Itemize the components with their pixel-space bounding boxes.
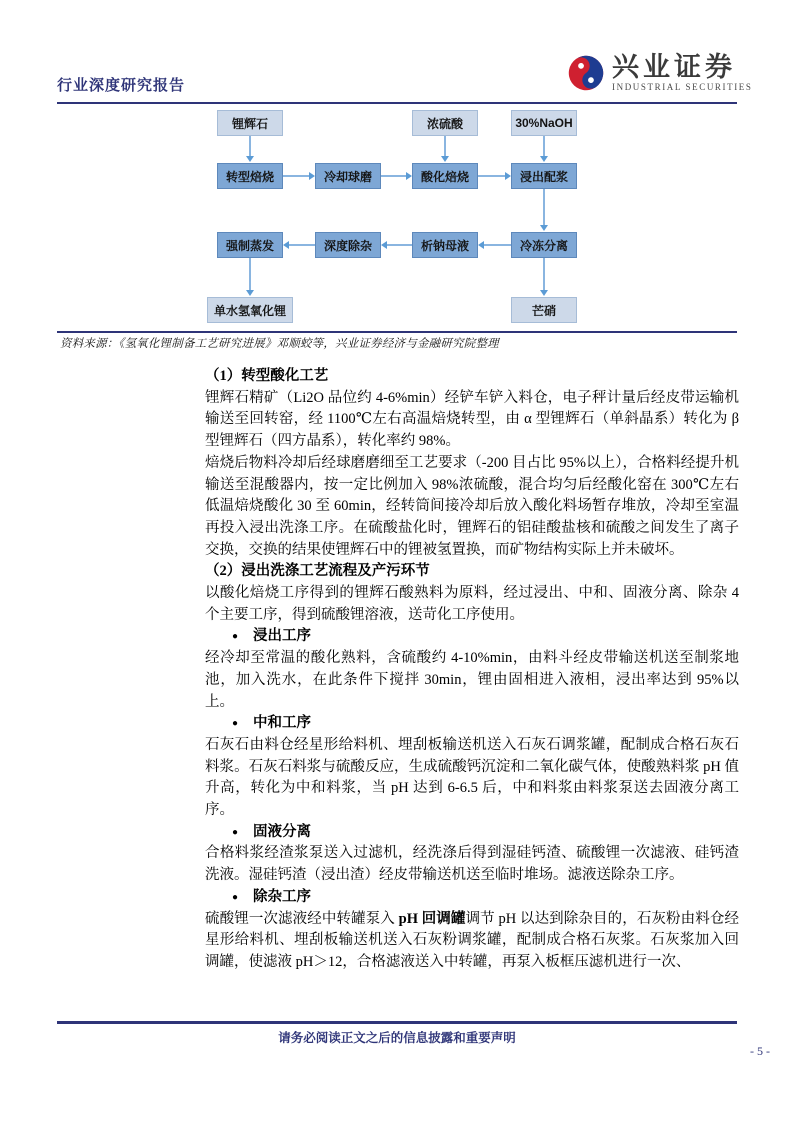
header-rule (57, 102, 737, 104)
report-type-label: 行业深度研究报告 (57, 78, 186, 94)
bullet-item (205, 713, 739, 735)
body-paragraph: 石灰石由料仓经星形给料机、埋刮板输送机送入石灰石调浆罐，配制成合格石灰石料浆。石灰石料浆与硫酸反应，生成硫酸钙沉淀和二氧化碳气体，使酸熟料浆 pH 值升高，转化为中和料浆，当 pH 达到 6-6.5 后，中和料浆由料浆泵送去固液分离工序。 (205, 736, 739, 819)
bullet-icon: ● (232, 891, 239, 903)
flow-node-naoh: 30%NaOH (511, 110, 577, 136)
flow-arrow-down (543, 189, 545, 225)
bullet-item (205, 887, 739, 909)
body-paragraph: 以酸化焙烧工序得到的锂辉石酸熟料为原料，经过浸出、中和、固液分离、除杂 4 个主要工序，得到硫酸锂溶液，送苛化工序使用。 (205, 585, 739, 623)
footer-rule (57, 1021, 737, 1024)
body-paragraph: 焙烧后物料冷却后经球磨磨细至工艺要求（-200 目占比 95%以上），合格料经提升机输送至混酸器内，按一定比例加入 98%浓硫酸，混合均匀后经酸化窑在 300℃左右低温焙烧酸化 30 至 60min，经转筒间接冷却后放入酸化料场暂存堆放，冷却至室温再投入浸出洗涤工序。在硫酸盐化时，锂辉石的铝硅酸盐核和硫酸之间发生了离子交换，交换的结果使锂辉石中的锂被氢置换，而矿物结构实际上并未破坏。 (205, 454, 739, 558)
flow-node-sodium-mother-liquor: 析钠母液 (412, 232, 478, 258)
footer-disclaimer: 请务必阅读正文之后的信息披露和重要声明 (278, 1031, 516, 1045)
flow-arrow-right (478, 175, 505, 177)
flow-arrow-down (543, 258, 545, 290)
flow-node-spodumene: 锂辉石 (217, 110, 283, 136)
flow-node-forced-evaporation: 强制蒸发 (217, 232, 283, 258)
bullet-icon: ● (232, 718, 239, 730)
bullet-label: 浸出工序 (253, 628, 312, 645)
figure-source-note: 资料来源：《氢氧化锂制备工艺研究进展》邓顺蛟等，兴业证券经济与金融研究院整理 (60, 338, 499, 350)
section-heading: （1）转型酸化工艺 (205, 368, 329, 384)
bullet-label: 固液分离 (253, 823, 312, 840)
flow-arrow-down (444, 136, 446, 156)
bullet-item (205, 626, 739, 648)
flow-arrow-left (387, 244, 412, 246)
flow-arrow-left (289, 244, 315, 246)
body-paragraph: 合格料浆经渣浆泵送入过滤机，经洗涤后得到湿硅钙渣、硫酸锂一次滤液、硅钙渣洗液。湿硅钙渣（浸出渣）经皮带输送机送至临时堆场。滤液送除杂工序。 (205, 845, 739, 884)
bullet-label: 中和工序 (253, 715, 312, 732)
flow-node-lioh-monohydrate: 单水氢氧化锂 (207, 297, 293, 323)
bullet-item (205, 822, 739, 844)
brand-name-en: INDUSTRIAL SECURITIES (612, 82, 753, 92)
flow-node-cooling-ball-milling: 冷却球磨 (315, 163, 381, 189)
flow-arrow-down (249, 136, 251, 156)
flow-node-freeze-separation: 冷冻分离 (511, 232, 577, 258)
section-heading: （2）浸出洗涤工艺流程及产污环节 (205, 563, 430, 580)
flow-arrow-right (381, 175, 406, 177)
body-paragraph: 经冷却至常温的酸化熟料，含硫酸约 4-10%min，由料斗经皮带输送机送至制浆地池，加入洗水，在此条件下搅拌 30min，锂由固相进入液相，浸出率达到 95%以上。 (205, 650, 739, 710)
bullet-icon: ● (232, 826, 239, 838)
flow-node-sulfuric-acid: 浓硫酸 (412, 110, 478, 136)
body-content (205, 366, 739, 974)
flow-arrow-right (283, 175, 309, 177)
bullet-label: 除杂工序 (253, 888, 312, 905)
brand-name-cn: 兴业证券 (612, 52, 736, 82)
brand-swirl-icon (566, 52, 606, 94)
brand-logo (566, 52, 753, 94)
figure-bottom-rule (57, 331, 737, 333)
flow-node-deep-impurity-removal: 深度除杂 (315, 232, 381, 258)
flow-node-acid-roasting: 酸化焙烧 (412, 163, 478, 189)
process-flowchart (0, 108, 793, 332)
bullet-icon: ● (232, 631, 239, 643)
flow-node-conversion-roasting: 转型焙烧 (217, 163, 283, 189)
flow-arrow-left (484, 244, 511, 246)
flow-arrow-down (543, 136, 545, 156)
flow-node-mirabilite: 芒硝 (511, 297, 577, 323)
body-paragraph: 锂辉石精矿（Li2O 品位约 4-6%min）经铲车铲入料仓，电子秤计量后经皮带运输机输送至回转窑，经 1100℃左右高温焙烧转型，由 α 型锂辉石（单斜晶系）转化为 β 型锂辉石（四方晶系），转化率约 98%。 (205, 389, 739, 450)
flow-node-leach-pulping: 浸出配浆 (511, 163, 577, 189)
page-number: - 5 - (750, 1044, 770, 1058)
body-paragraph: 硫酸锂一次滤液经中转罐泵入 pH 回调罐调节 pH 以达到除杂目的，石灰粉由料仓经星形给料机、埋刮板输送机送入石灰粉调浆罐，配制成合格石灰浆。石灰浆加入回调罐，使滤液 pH＞12，合格滤液送入中转罐，再泵入板框压滤机进行一次、 (205, 910, 739, 970)
flow-arrow-down (249, 258, 251, 290)
